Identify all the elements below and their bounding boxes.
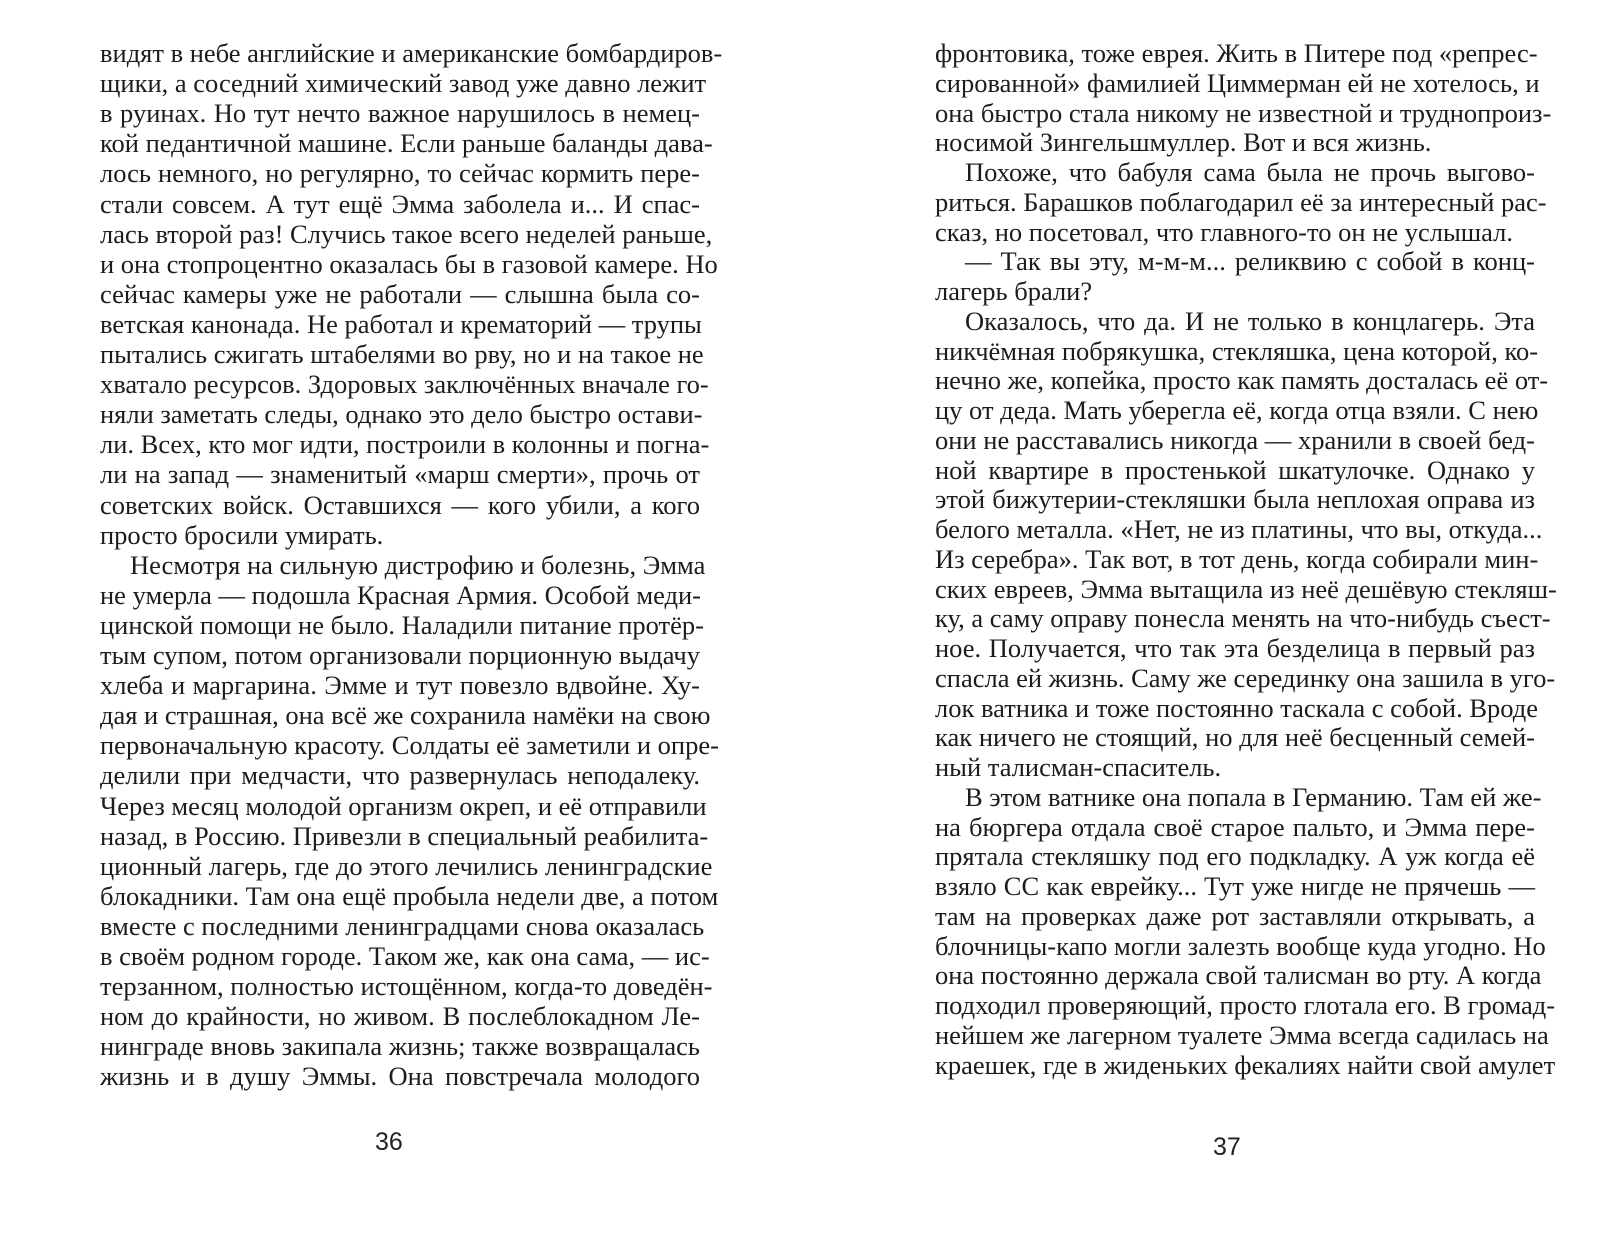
text-line: терзанном, полностью истощённом, когда-то доведён- <box>100 971 713 1002</box>
text-line: видят в небе английские и американские бомбардиров- <box>100 38 723 68</box>
text-line: Оказалось, что да. И не только в концлагерь. Эта <box>965 305 1535 336</box>
text-line: лагерь брали? <box>935 276 1093 306</box>
text-line: блочницы-капо могли залезть вообще куда угодно. Но <box>935 930 1546 961</box>
text-line: ли. Всех, кто мог идти, построили в колонны и погна- <box>100 429 710 460</box>
text-line: дая и страшная, она всё же сохранила намёки на свою <box>100 700 711 731</box>
text-line: Через месяц молодой организм окреп, и её отправили <box>100 790 707 821</box>
text-line: вместе с последними ленинградцами снова оказалась <box>100 910 705 941</box>
text-line: ный талисман-спаситель. <box>935 752 1222 782</box>
text-line: няли заметать следы, однако это дело быстро остави- <box>100 399 703 430</box>
text-line: пытались сжигать штабелями во рву, но и на такое не <box>100 339 704 369</box>
text-line: советских войск. Оставшихся — кого убили, а кого <box>100 489 700 520</box>
text-line: там на проверках даже рот заставляли открывать, а <box>935 900 1535 931</box>
text-line: В этом ватнике она попала в Германию. Там ей же- <box>965 781 1542 812</box>
text-line: сказ, но посетовал, что главного-то он не услышал. <box>935 216 1514 247</box>
text-line: ном до крайности, но живом. В послеблокадном Ле- <box>100 1001 700 1032</box>
text-line: на бюргера отдала своё старое пальто, и Эмма пере- <box>935 811 1535 842</box>
text-line: не умерла — подошла Красная Армия. Особой меди- <box>100 579 701 610</box>
text-line: хлеба и маргарина. Эмме и тут повезло вдвойне. Ху- <box>100 670 700 701</box>
text-line: ли на запад — знаменитый «марш смерти», прочь от <box>100 459 700 490</box>
left-page-number: 36 <box>375 1128 403 1156</box>
text-line: белого металла. «Нет, не из платины, что вы, откуда... <box>935 514 1543 544</box>
text-line: лось немного, но регулярно, то сейчас кормить пере- <box>100 158 700 189</box>
text-line: нинграде вновь закипала жизнь; также возвращалась <box>100 1031 700 1062</box>
text-line: Из серебра». Так вот, в тот день, когда собирали мин- <box>935 543 1539 574</box>
text-line: ветская канонада. Не работал и крематорий — трупы <box>100 308 702 339</box>
text-line: сейчас камеры уже не работали — слышна была со- <box>100 278 700 309</box>
text-line: ских евреев, Эмма вытащила из неё дешёвую стекляш- <box>935 573 1557 604</box>
text-line: прятала стекляшку под его подкладку. А уж когда её <box>935 841 1535 872</box>
text-line: в своём родном городе. Таком же, как она сама, — ис- <box>100 941 710 971</box>
text-line: Несмотря на сильную дистрофию и болезнь, Эмма <box>130 549 706 580</box>
text-line: хватало ресурсов. Здоровых заключённых вначале го- <box>100 369 709 400</box>
text-line: носимой Зингельшмуллер. Вот и вся жизнь. <box>935 127 1432 158</box>
text-line: спасла ей жизнь. Саму же серединку она зашила в уго- <box>935 662 1556 693</box>
text-line: она быстро стала никому не известной и труднопроиз- <box>935 97 1552 128</box>
text-line: цу от деда. Мать уберегла её, когда отца взяли. С нею <box>935 395 1539 425</box>
text-line: и она стопроцентно оказалась бы в газовой камере. Но <box>100 248 718 279</box>
text-line: щики, а соседний химический завод уже давно лежит <box>100 68 707 99</box>
text-line: краешек, где в жиденьких фекалиях найти свой амулет <box>935 1049 1556 1080</box>
text-line: они не расставались никогда — хранили в своей бед- <box>935 424 1535 455</box>
text-line: ной квартире в простенькой шкатулочке. Однако у <box>935 454 1535 485</box>
text-line: лась второй раз! Случись такое всего неделей раньше, <box>100 218 713 249</box>
text-line: просто бросили умирать. <box>100 519 384 550</box>
text-line: никчёмная побрякушка, стекляшка, цена которой, ко- <box>935 335 1539 366</box>
text-line: назад, в Россию. Привезли в специальный реабилита- <box>100 820 709 851</box>
text-line: кой педантичной машине. Если раньше баланды дава- <box>100 128 713 159</box>
text-line: делили при медчасти, что развернулась неподалеку. <box>100 760 700 791</box>
text-line: в руинах. Но тут нечто важное нарушилось в немец- <box>100 98 700 129</box>
text-line: лок ватника и тоже постоянно таскала с собой. Вроде <box>935 692 1538 723</box>
text-line: сированной» фамилией Циммерман ей не хотелось, и <box>935 67 1540 98</box>
text-line: — Так вы эту, м-м-м... реликвию с собой в конц- <box>965 246 1535 277</box>
text-line: она постоянно держала свой талисман во рту. А когда <box>935 960 1542 991</box>
text-line: как ничего не стоящий, но для неё бесценный семей- <box>935 722 1535 753</box>
text-line: Похоже, что бабуля сама была не прочь выгово- <box>965 157 1535 187</box>
text-line: цинской помощи не было. Наладили питание протёр- <box>100 609 704 640</box>
text-line: ционный лагерь, где до этого лечились ленинградские <box>100 850 713 881</box>
text-line: тым супом, потом организовали порционную выдачу <box>100 640 700 670</box>
text-line: стали совсем. А тут ещё Эмма заболела и... И спас- <box>100 188 700 219</box>
text-line: нечно же, копейка, просто как память досталась её от- <box>935 365 1549 396</box>
text-line: подходил проверяющий, просто глотала его. В громад- <box>935 990 1556 1020</box>
right-page-number: 37 <box>1213 1133 1241 1161</box>
text-line: ку, а саму оправу понесла менять на что-нибудь съест- <box>935 603 1551 634</box>
text-line: блокадники. Там она ещё пробыла недели две, а потом <box>100 880 719 911</box>
text-line: ное. Получается, что так эта безделица в первый раз <box>935 633 1535 663</box>
text-line: риться. Барашков поблагодарил её за интересный рас- <box>935 186 1547 217</box>
text-line: нейшем же лагерном туалете Эмма всегда садилась на <box>935 1019 1549 1050</box>
text-line: первоначальную красоту. Солдаты её заметили и опре- <box>100 730 719 761</box>
text-line: жизнь и в душу Эммы. Она повстречала молодого <box>100 1061 700 1092</box>
text-line: этой бижутерии-стекляшки была неплохая оправа из <box>935 484 1535 515</box>
text-line: фронтовика, тоже еврея. Жить в Питере под «репрес- <box>935 38 1538 68</box>
text-line: взяло СС как еврейку... Тут уже нигде не прячешь — <box>935 871 1535 901</box>
